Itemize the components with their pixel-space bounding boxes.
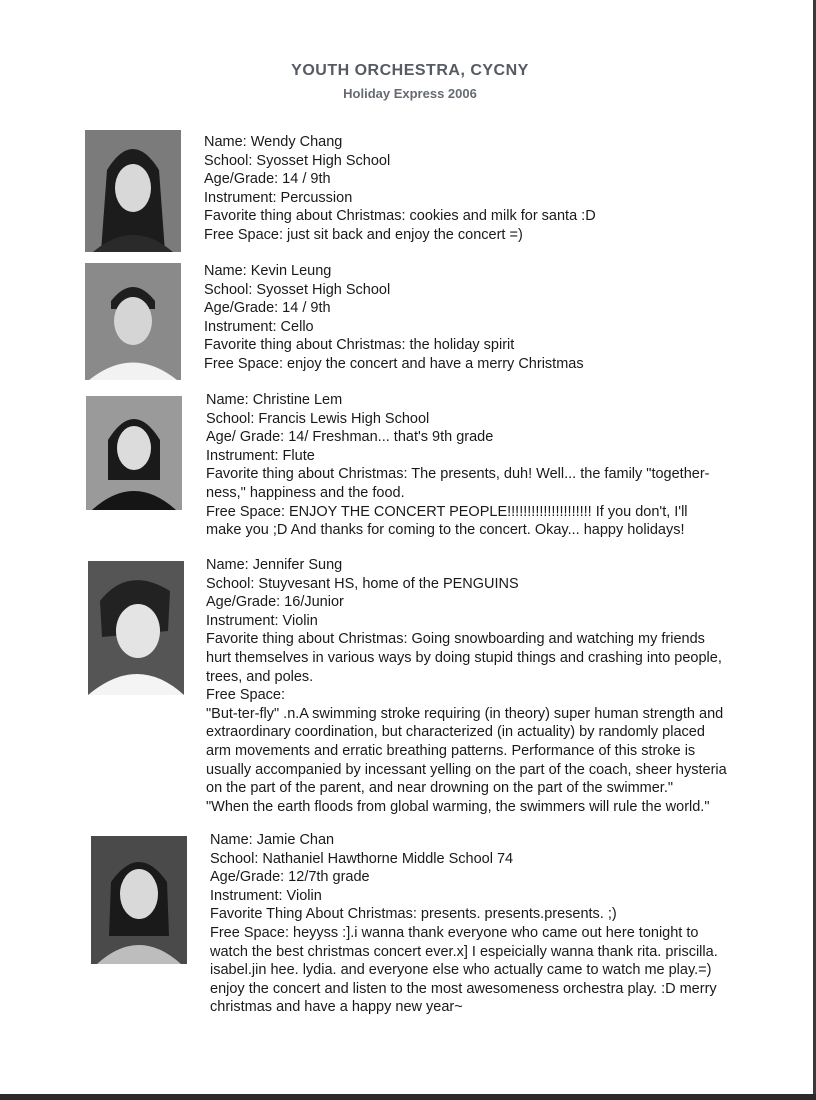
student-photo	[88, 561, 184, 695]
student-favorite-thing-cont: hurt themselves in various ways by doing stupid things and crashing into people,	[206, 649, 722, 666]
student-free-space-cont: isabel.jin hee. lydia. and everyone else who actually came to watch me play.=)	[210, 962, 712, 979]
student-free-space: Free Space: just sit back and enjoy the concert =)	[204, 226, 523, 243]
student-favorite-thing: Favorite Thing About Christmas: presents. presents.presents. ;)	[210, 906, 617, 923]
student-free-space-cont: "When the earth floods from global warming, the swimmers will rule the world."	[206, 798, 710, 815]
student-free-space-cont: on the part of the parent, and near drowning on the part of the swimmer."	[206, 780, 674, 797]
student-school: School: Syosset High School	[204, 152, 391, 169]
student-info	[206, 556, 727, 816]
student-info	[206, 391, 710, 540]
student-name: Name: Jamie Chan	[210, 832, 335, 848]
student-instrument: Instrument: Flute	[206, 447, 315, 464]
student-info	[204, 133, 596, 245]
page-edge-bottom	[0, 1094, 816, 1100]
student-name: Name: Christine Lem	[206, 392, 343, 408]
student-age-grade: Age/Grade: 14 / 9th	[204, 171, 331, 188]
student-school: School: Francis Lewis High School	[206, 410, 430, 427]
student-free-space-cont: christmas and have a happy new year~	[210, 999, 463, 1016]
student-favorite-thing: Favorite thing about Christmas: the holiday spirit	[204, 337, 515, 354]
student-name: Name: Wendy Chang	[204, 134, 343, 150]
student-age-grade: Age/Grade: 12/7th grade	[210, 869, 370, 886]
student-free-space: Free Space: enjoy the concert and have a merry Christmas	[204, 355, 584, 372]
student-free-space-cont: arm movements and erratic breathing patterns. Performance of this stroke is	[206, 742, 696, 759]
page-subtitle: Holiday Express 2006	[343, 86, 477, 101]
student-age-grade: Age/ Grade: 14/ Freshman... that's 9th grade	[206, 429, 494, 446]
student-free-space: "But-ter-fly" .n.A swimming stroke requiring (in theory) super human strength and	[206, 705, 724, 722]
student-instrument: Instrument: Violin	[210, 887, 322, 904]
student-photo	[91, 836, 187, 964]
page-header	[0, 62, 816, 101]
student-free-space-cont: extraordinary coordination, but characterized (in actuality) by randomly placed	[206, 724, 705, 741]
student-photo	[85, 130, 181, 252]
student-age-grade: Age/Grade: 16/Junior	[206, 594, 344, 611]
student-name: Name: Jennifer Sung	[206, 557, 343, 573]
student-free-space-cont: watch the best christmas concert ever.x] I espeicially wanna thank rita. priscilla.	[210, 943, 718, 960]
student-favorite-thing: Favorite thing about Christmas: Going snowboarding and watching my friends	[206, 631, 705, 648]
student-photo	[86, 396, 182, 510]
student-name: Name: Kevin Leung	[204, 263, 332, 279]
student-free-space-cont: enjoy the concert and listen to the most awesomeness orchestra play. :D merry	[210, 980, 717, 997]
student-free-space-cont: make you ;D And thanks for coming to the concert. Okay... happy holidays!	[206, 522, 685, 539]
student-free-space-label: Free Space:	[206, 687, 285, 704]
student-school: School: Syosset High School	[204, 281, 391, 298]
student-favorite-thing-cont: trees, and poles.	[206, 668, 314, 685]
student-info	[204, 262, 584, 374]
student-school: School: Nathaniel Hawthorne Middle School 74	[210, 850, 514, 867]
student-info	[210, 831, 718, 1017]
student-age-grade: Age/Grade: 14 / 9th	[204, 300, 331, 317]
student-free-space-cont: usually accompanied by incessant yelling on the part of the coach, sheer hysteria	[206, 761, 727, 778]
student-instrument: Instrument: Percussion	[204, 189, 353, 206]
student-free-space: Free Space: heyyss :].i wanna thank everyone who came out here tonight to	[210, 924, 699, 941]
student-favorite-thing: Favorite thing about Christmas: The presents, duh! Well... the family "together-	[206, 466, 710, 483]
student-instrument: Instrument: Violin	[206, 612, 318, 629]
student-instrument: Instrument: Cello	[204, 318, 314, 335]
student-favorite-thing-cont: ness," happiness and the food.	[206, 484, 405, 501]
student-favorite-thing: Favorite thing about Christmas: cookies and milk for santa :D	[204, 208, 596, 225]
student-school: School: Stuyvesant HS, home of the PENGUINS	[206, 575, 519, 592]
page-title: YOUTH ORCHESTRA, CYCNY	[291, 62, 529, 79]
student-photo	[85, 263, 181, 380]
student-free-space: Free Space: ENJOY THE CONCERT PEOPLE!!!!!!!!!!!!!!!!!!!!! If you don't, I'll	[206, 503, 688, 520]
